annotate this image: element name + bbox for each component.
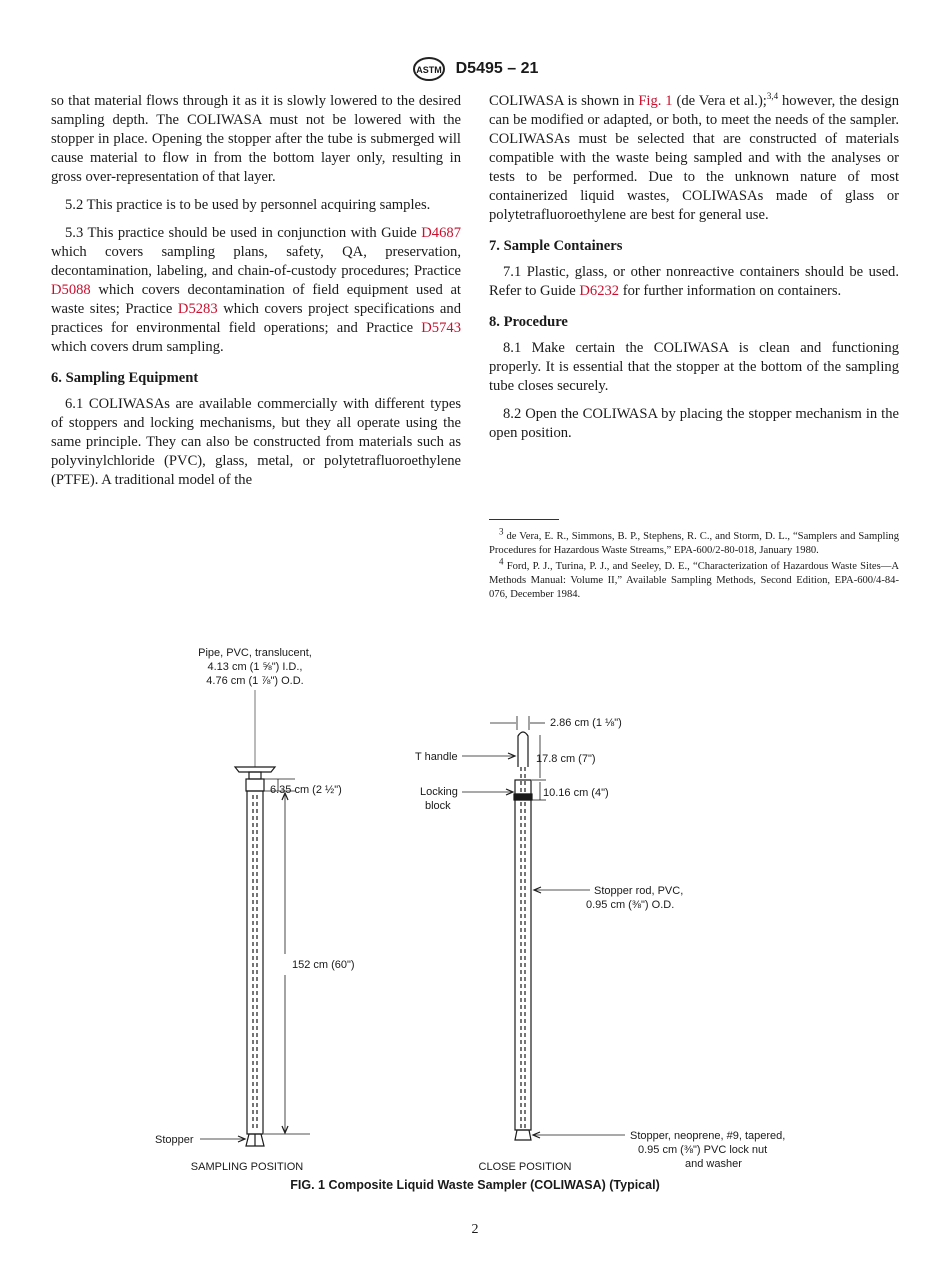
rod-label-2: 0.95 cm (⅜") O.D. — [586, 899, 675, 911]
footnote-3: $^3$ de Vera, E. R., Simmons, B. P., Stephens, R. C., and Storm, D. L., “Samplers and Sampling Procedures for Hazardous Waste Streams,” EPA-600/2-80-018, January 1980. — [489, 526, 899, 556]
left-column — [51, 92, 461, 499]
neoprene-label-3: and washer — [685, 1158, 742, 1170]
close-position-label: CLOSE POSITION — [478, 1161, 572, 1173]
link-d4687[interactable]: D4687 — [421, 225, 461, 241]
locking-label-1: Locking — [420, 786, 458, 798]
dim-152-label: 152 cm (60") — [292, 959, 355, 971]
right-stopper-shape — [515, 1130, 531, 1140]
dim-1016-label: 10.16 cm (4") — [543, 787, 609, 799]
link-d5283[interactable]: D5283 — [177, 301, 218, 317]
dim-635-label: 6.35 cm (2 ½") — [270, 784, 342, 796]
heading-procedure: 8. Procedure — [489, 314, 568, 330]
paragraph-7-1: 7.1 Plastic, glass, or other nonreactive containers should be used. Refer to Guide D6232 for further information on containers. — [489, 264, 899, 299]
astm-logo-text: ASTM — [415, 65, 442, 75]
heading-sample-containers: 7. Sample Containers — [489, 238, 623, 254]
link-d5743[interactable]: D5743 — [421, 320, 461, 336]
left-pipe — [247, 791, 263, 1134]
dim-286-label: 2.86 cm (1 ⅛") — [550, 717, 622, 729]
footnote-divider — [489, 519, 559, 520]
footnote-ref: 3,4 — [766, 91, 779, 102]
right-locking-band — [514, 794, 532, 800]
left-handle-neck — [249, 772, 261, 779]
sampling-position-label: SAMPLING POSITION — [190, 1161, 304, 1173]
coliwasa-figure — [150, 640, 830, 1180]
left-t-handle — [235, 767, 275, 772]
link-fig-1[interactable]: Fig. 1 — [638, 93, 673, 109]
pipe-label-line-2: 4.13 cm (1 ⅝") I.D., — [207, 661, 303, 673]
link-d6232[interactable]: D6232 — [579, 283, 620, 299]
right-pipe — [515, 800, 531, 1130]
paragraph-continued: so that material flows through it as it is slowly lowered to the desired sampling depth. The COLIWASA must not be lowered with the stopper in place. Opening the stopper after the tube is submerged will cause material to flow in from the bottom layer only, resulting in gross over-representation of that layer. — [51, 93, 461, 185]
astm-logo-icon — [412, 56, 446, 82]
dim-178-label: 17.8 cm (7") — [536, 753, 596, 765]
right-locking-block — [515, 780, 531, 794]
locking-label-2: block — [425, 800, 451, 812]
right-t-handle — [518, 732, 528, 767]
paragraph-8-1: 8.1 Make certain the COLIWASA is clean and functioning properly. It is essential that the stopper at the bottom of the sampling tube closes securely. — [489, 340, 899, 394]
link-d5088[interactable]: D5088 — [51, 282, 91, 298]
paragraph-8-2: 8.2 Open the COLIWASA by placing the stopper mechanism in the open position. — [489, 406, 899, 441]
paragraph-coliwasa-continued: COLIWASA is shown in Fig. 1 (de Vera et al.);$^{3,4}$ however, the design can be modified or adapted, or both, to meet the needs of the sampler. COLIWASAs must be selected that are constructed of materials compatible with the waste being sampled and with the analyses or tests to be performed. Due to the unknown nature of most containerized liquid wastes, COLIWASAs made of glass or polytetrafluoroethylene are best for general use. — [489, 91, 900, 223]
page-header — [0, 56, 950, 82]
paragraph-6-1: 6.1 COLIWASAs are available commercially with different types of stoppers and locking mechanisms, but they all operate using the same principle. They can also be constructed from materials such as polyvinylchloride (PVC), glass, metal, or polytetrafluoroethylene (PTFE). A traditional model of the — [51, 396, 461, 488]
footnotes — [489, 526, 899, 604]
page-number: 2 — [471, 1222, 479, 1237]
left-locking-block — [246, 779, 264, 791]
rod-label-1: Stopper rod, PVC, — [594, 885, 684, 897]
neoprene-label-1: Stopper, neoprene, #9, tapered, — [630, 1130, 786, 1142]
pipe-label-line-3: 4.76 cm (1 ⅞") O.D. — [206, 675, 304, 687]
document-designation: D5495 – 21 — [455, 60, 539, 77]
pipe-label-line-1: Pipe, PVC, translucent, — [198, 647, 312, 659]
heading-sampling-equipment: 6. Sampling Equipment — [51, 370, 199, 386]
neoprene-label-2: 0.95 cm (⅜") PVC lock nut — [638, 1144, 768, 1156]
figure-caption: FIG. 1 Composite Liquid Waste Sampler (COLIWASA) (Typical) — [290, 1178, 660, 1192]
stopper-label: Stopper — [155, 1134, 194, 1146]
paragraph-5-3: 5.3 This practice should be used in conjunction with Guide D4687 which covers sampling plans, safety, QA, preservation, decontamination, labeling, and chain-of-custody procedures; Practice D5088 which covers decontamination of field equipment used at waste sites; Practice D5283 which covers project specifications and practices for environmental field operations; and Practice D5743 which covers drum sampling. — [51, 225, 462, 355]
footnote-4: $^4$ Ford, P. J., Turina, P. J., and Seeley, D. E., “Characterization of Hazardous Waste Sites—A Methods Manual: Volume II,” Available Sampling Methods, Second Edition, EPA-600/4-84-076, December 1984. — [489, 556, 899, 600]
t-handle-label: T handle — [415, 751, 458, 763]
paragraph-5-2: 5.2 This practice is to be used by personnel acquiring samples. — [65, 197, 431, 213]
right-column — [489, 92, 899, 452]
